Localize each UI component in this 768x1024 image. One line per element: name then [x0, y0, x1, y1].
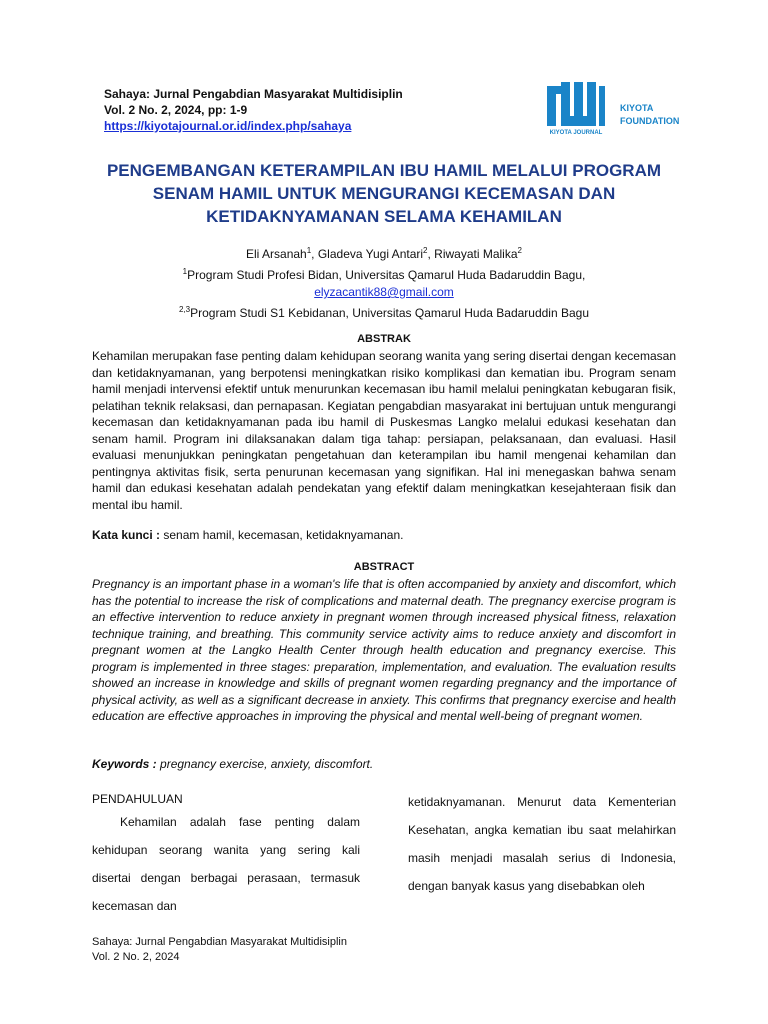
title-line-1: PENGEMBANGAN KETERAMPILAN IBU HAMIL MELALUI PROGRAM: [106, 161, 662, 180]
page-footer: [92, 935, 347, 965]
brand-line-1: KIYOTA: [620, 103, 654, 113]
abstract-heading: ABSTRACT: [353, 561, 415, 573]
journal-header: [104, 86, 524, 134]
affiliation-2-sup: 2,3: [178, 305, 191, 314]
section-heading: PENDAHULUAN: [92, 792, 183, 806]
affiliation-2-text: Program Studi S1 Kebidanan, Universitas Qamarul Huda Badaruddin Bagu: [190, 306, 590, 320]
kiyota-brand: [620, 102, 679, 128]
title-line-2: SENAM HAMIL UNTUK MENGURANGI KECEMASAN DAN: [152, 184, 616, 203]
author-3-sup: 2: [517, 246, 522, 255]
affiliation-2: [100, 301, 668, 322]
logo-mark-text: KIYOTA JOURNAL: [549, 130, 603, 136]
author-email-link[interactable]: elyzacantik88@gmail.com: [314, 285, 454, 299]
footer-volume: Vol. 2 No. 2, 2024: [92, 951, 180, 963]
body-right-text: ketidaknyamanan. Menurut data Kementerian Kesehatan, angka kematian ibu saat melahirkan masih menjadi masalah serius di Indonesia, dengan banyak kasus yang disebabkan oleh: [408, 795, 676, 893]
author-1-sup: 1: [306, 246, 312, 255]
abstrak-text: Kehamilan merupakan fase penting dalam kehidupan seorang wanita yang sering disertai dengan kecemasan dan ketidaknyamanan, yang berpotensi meningkatkan risiko komplikasi dan kematian ibu. Program senam hamil menjadi intervensi efektif untuk menurunkan kecemasan ibu hamil melalui peningkatan kebugaran fisik, pelatihan teknik relaksasi, dan pernapasan. Kegiatan pengabdian masyarakat ini bertujuan untuk mengurangi kecemasan dan ketidaknyamanan pada ibu hamil di Puskesmas Langko melalui edukasi kesehatan dan senam hamil. Program ini dilaksanakan dalam tiga tahap: persiapan, pelaksanaan, dan evaluasi. Hasil evaluasi menunjukkan peningkatan pengetahuan dan keterampilan ibu hamil mengenai kehamilan dan pentingnya aktivitas fisik, serta penurunan kecemasan yang signifikan. Hal ini menegaskan bahwa senam hamil dan edukasi kesehatan adalah pendekatan yang efektif dalam meningkatkan kesejahteraan fisik dan mental ibu hamil.: [92, 349, 676, 512]
kiyota-journal-logo-icon: [545, 80, 607, 136]
abstrak-heading: ABSTRAK: [357, 333, 411, 345]
article-title: [80, 159, 688, 228]
keywords: [92, 756, 676, 772]
footer-journal: Sahaya: Jurnal Pengabdian Masyarakat Multidisiplin: [92, 936, 347, 948]
journal-volume: Vol. 2 No. 2, 2024, pp: 1-9: [104, 103, 248, 117]
affiliation-1-text: Program Studi Profesi Bidan, Universitas Qamarul Huda Badaruddin Bagu,: [187, 268, 586, 282]
kata-kunci-text: senam hamil, kecemasan, ketidaknyamanan.: [160, 528, 404, 542]
author-list: [100, 242, 668, 263]
body-right-column: [408, 788, 676, 900]
affiliation-1: [100, 263, 668, 284]
author-2: Gladeva Yugi Antari: [317, 247, 424, 261]
author-2-sup: 2: [423, 246, 428, 255]
kata-kunci: [92, 527, 676, 543]
kata-kunci-label: Kata kunci :: [92, 528, 161, 542]
title-line-3: KETIDAKNYAMANAN SELAMA KEHAMILAN: [206, 207, 562, 226]
author-separator: ,: [427, 247, 435, 261]
brand-line-2: FOUNDATION: [620, 116, 680, 126]
body-left-column: [92, 790, 360, 920]
keywords-text: pregnancy exercise, anxiety, discomfort.: [156, 757, 374, 771]
keywords-label: Keywords :: [92, 757, 157, 771]
author-3: Riwayati Malika: [434, 247, 518, 261]
affiliation-1-sup: 1: [182, 267, 188, 276]
journal-name: Sahaya: Jurnal Pengabdian Masyarakat Multidisiplin: [104, 87, 403, 101]
author-separator: ,: [311, 247, 318, 261]
author-1: Eli Arsanah: [246, 247, 307, 261]
abstract-text: Pregnancy is an important phase in a woman's life that is often accompanied by anxiety and discomfort, which has the potential to increase the risk of complications and maternal death. The pregnancy exercise program is an effective intervention to reduce anxiety in pregnant women through increased physical fitness, relaxation technique training, and breathing. This community service activity aims to reduce anxiety and discomfort in pregnant women at the Langko Health Center through health education and pregnancy exercise. This program is implemented in three stages: preparation, implementation, and evaluation. The evaluation results showed an increase in knowledge and skills of pregnant women regarding pregnancy and the importance of physical activity, as well as a significant decrease in anxiety. This confirms that pregnancy exercise and health education are effective approaches in improving the physical and mental well-being of pregnant women.: [92, 577, 676, 723]
journal-url-link[interactable]: https://kiyotajournal.or.id/index.php/sahaya: [104, 119, 352, 133]
author-block: [100, 242, 668, 322]
kiyota-logo: [545, 80, 685, 140]
body-left-text: Kehamilan adalah fase penting dalam kehidupan seorang wanita yang sering kali disertai dengan berbagai perasaan, termasuk kecemasan dan: [92, 815, 360, 913]
